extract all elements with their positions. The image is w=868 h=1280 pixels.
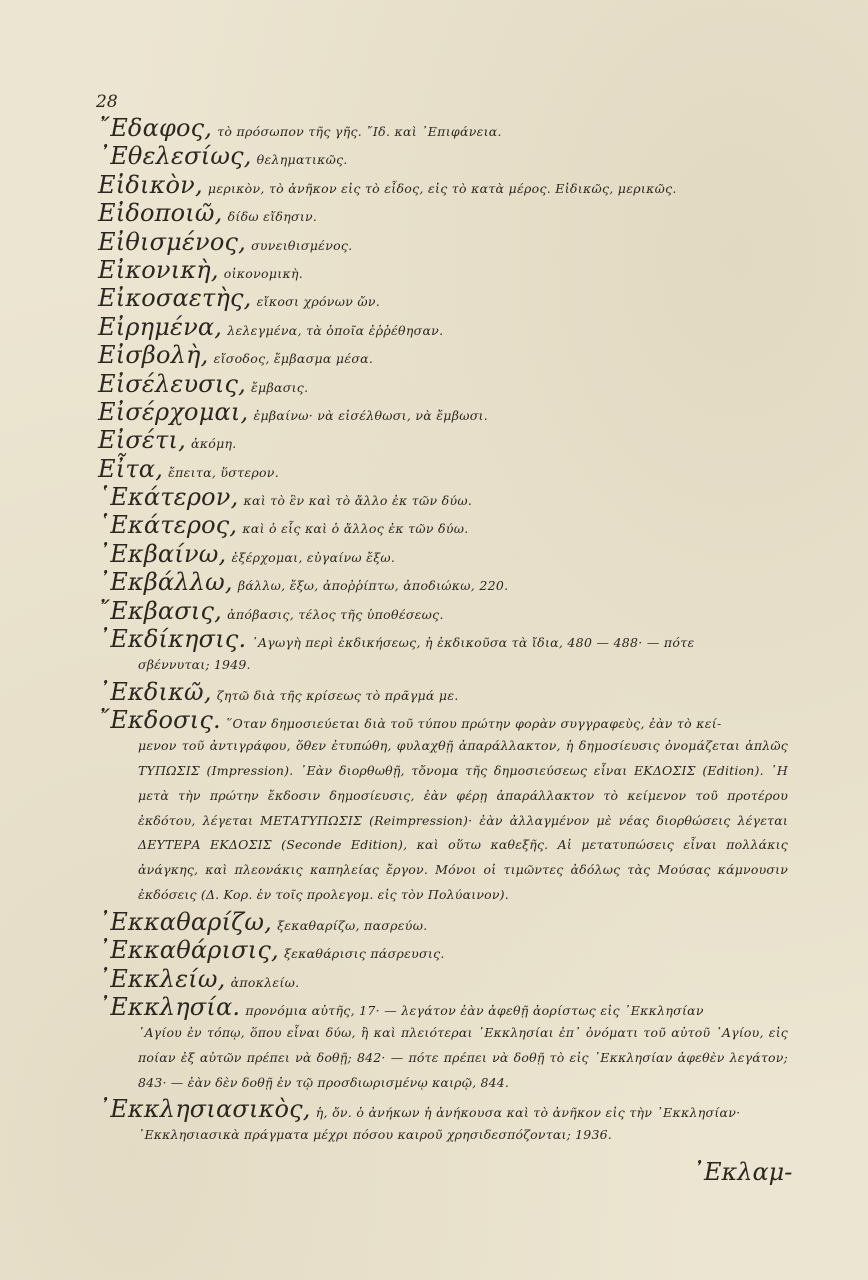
entry-first-line (98, 1095, 788, 1123)
entry-headword: Εἰδικὸν, (98, 170, 203, 199)
dictionary-entry (98, 908, 788, 936)
dictionary-entry (98, 511, 788, 539)
entry-headword: Εἶτα, (98, 454, 164, 483)
dictionary-entry (98, 993, 788, 1095)
entry-definition: ἀκόμη. (191, 436, 237, 452)
entry-headword: Εἰκονικὴ, (98, 255, 219, 284)
dictionary-entry (98, 678, 788, 706)
entry-definition: ῞Οταν δημοσιεύεται διὰ τοῦ τύπου πρώτην φορὰν συγγραφεὺς, ἐὰν τὸ κεί- (225, 716, 722, 732)
entry-continuation: ᾿Εκκλησιασικὰ πράγματα μέχρι πόσου καιροῦ χρησιδεσπόζονται; 1936. (138, 1127, 612, 1143)
entry-headword: ᾿Εθελεσίως, (98, 142, 252, 171)
entry-headword: ᾿Εκβάλλω, (98, 568, 233, 597)
entry-definition: ξεκαθάρισις πάσρευσις. (283, 946, 445, 962)
entry-headword: Εἰρημένα, (98, 312, 223, 341)
entry-headword: ῎Εδαφος, (98, 114, 213, 142)
entry-headword: ᾿Εκκλείω, (98, 964, 226, 993)
entry-headword: ῾Εκάτερον, (98, 483, 239, 512)
dictionary-entry (98, 597, 788, 625)
entry-headword: ᾿Εκβαίνω, (98, 539, 227, 568)
dictionary-entry (98, 568, 788, 596)
entry-headword: ᾿Εκδικῶ, (98, 677, 212, 706)
entry-headword: ῎Εκδοσις. (98, 706, 221, 735)
dictionary-entry (98, 706, 788, 908)
entry-definition: βάλλω, ἔξω, ἀποῤῥίπτω, ἀποδιώκω, 220. (237, 578, 509, 594)
dictionary-entry (98, 625, 788, 678)
entry-definition: ξεκαθαρίζω, πασρεύω. (277, 917, 428, 933)
entry-headword: ῎Εκβασις, (98, 596, 223, 625)
entry-headword: Εἰσέτι, (98, 426, 186, 455)
dictionary-entry (98, 426, 788, 454)
entry-definition: προνόμια αὐτῆς, 17· — λεγάτον ἐὰν ἀφεθῇ ἀορίστως εἰς ᾿Εκκλησίαν (245, 1002, 704, 1018)
dictionary-entry (98, 313, 788, 341)
entry-definition: ἀπόβασις, τέλος τῆς ὑποθέσεως. (227, 606, 444, 622)
entry-headword: Εἰθισμένος, (98, 227, 246, 256)
dictionary-entry (98, 965, 788, 993)
dictionary-entry (98, 199, 788, 227)
entry-headword: ᾿Εκκαθάρισις, (98, 936, 279, 965)
dictionary-entry (98, 114, 788, 142)
entry-definition: μερικὸν, τὸ ἀνῆκον εἰς τὸ εἶδος, εἰς τὸ κατὰ μέρος. Εἰδικῶς, μερικῶς. (207, 180, 677, 196)
page-number: 28 (96, 92, 118, 112)
entry-definition: οἰκονομικὴ. (223, 265, 304, 281)
entry-definition: θεληματικῶς. (256, 152, 348, 168)
dictionary-entry (98, 171, 788, 199)
entry-definition: εἴκοσι χρόνων ὤν. (256, 294, 381, 310)
entry-definition: ἔμβασις. (251, 379, 309, 395)
entry-headword: ῾Εκάτερος, (98, 511, 238, 540)
entry-definition: συνειθισμένος. (251, 237, 353, 253)
entry-definition: ἡ, ὄν. ὁ ἀνήκων ἡ ἀνήκουσα καὶ τὸ ἀνῆκον εἰς τὴν ᾿Εκκλησίαν· (315, 1105, 741, 1121)
entry-continuation: ῾Αγίου ἐν τόπῳ, ὅπου εἶναι δύω, ἢ καὶ πλειότεραι ᾿Εκκλησίαι ἐπ᾿ ὀνόματι τοῦ αὐτοῦ ῾Αγίου, εἰς ποίαν ἐξ αὐτῶν πρέπει νὰ δοθῇ; 842· — πότε πρέπει νὰ δοθῇ τὸ εἰς ᾿Εκκλησίαν ἀφεθὲν λεγάτον; 843· — ἐὰν δὲν δοθῇ ἐν τῷ προσδιωρισμένῳ καιρῷ, 844. (138, 1024, 788, 1090)
entry-definition: ἐξέρχομαι, εὐγαίνω ἔξω. (231, 549, 396, 565)
entry-definition: δίδω εἴδησιν. (227, 209, 318, 225)
dictionary-entry (98, 483, 788, 511)
entry-headword: ᾿Εκκλησία. (98, 992, 241, 1021)
entry-headword: Εἰσέρχομαι, (98, 397, 249, 426)
dictionary-entries (98, 114, 788, 1148)
entry-headword: ᾿Εκδίκησις. (98, 625, 247, 654)
entry-definition: καὶ τὸ ἓν καὶ τὸ ἄλλο ἐκ τῶν δύω. (243, 493, 473, 509)
entry-definition: τὸ πρόσωπον τῆς γῆς. ῎Ιδ. καὶ ᾿Επιφάνεια. (217, 124, 502, 139)
entry-continuation: μενον τοῦ ἀντιγράφου, ὅθεν ἐτυπώθη, φυλαχθῇ ἀπαράλλακτον, ἡ δημοσίευσις ὀνομάζεται ἁπλῶς ΤΥΠΩΣΙΣ (Impression). ᾿Εὰν διορθωθῇ, τὄνομα τῆς δημοσιεύσεως εἶναι ΕΚΔΟΣΙΣ (Edition). ῾Η μετὰ τὴν πρώτην ἔκδοσιν δημοσίευσις, ἐὰν φέρῃ ἀπαράλλακτον τὸ κείμενον τοῦ προτέρου ἐκδότου, λέγεται ΜΕΤΑΤΥΠΩΣΙΣ (Reimpression)· ἐὰν ἀλλαγμένον μὲ νέας διορθώσεις λέγεται ΔΕΥΤΕΡΑ ΕΚΔΟΣΙΣ (Seconde Edition), καὶ οὕτω καθεξῆς. Αἱ μετατυπώσεις εἶναι πολλάκις ἀνάγκης, καὶ πλεονάκις καπηλείας ἔργον. Μόνοι οἱ τιμῶντες ἀδόλως τὰς Μούσας κάμνουσιν ἐκδόσεις (Δ. Κορ. ἐν τοῖς προλεγομ. εἰς τὸν Πολύαινον). (138, 738, 788, 902)
entry-continuation: σβέννυται; 1949. (138, 657, 251, 673)
entry-definition: εἴσοδος, ἔμβασμα μέσα. (213, 351, 374, 367)
entry-headword: Εἰσβολὴ, (98, 341, 209, 370)
entry-definition: ἀποκλείω. (230, 974, 300, 990)
dictionary-entry (98, 936, 788, 964)
entry-definition: ἔπειτα, ὕστερον. (168, 464, 279, 480)
entry-headword: Εἰδοποιῶ, (98, 199, 223, 228)
dictionary-entry (98, 370, 788, 398)
dictionary-entry (98, 540, 788, 568)
entry-definition: ἐμβαίνω· νὰ εἰσέλθωσι, νὰ ἔμβωσι. (253, 407, 489, 423)
entry-definition: ᾿Αγωγὴ περὶ ἐκδικήσεως, ἡ ἐκδικοῦσα τὰ ἴδια, 480 — 488· — πότε (251, 635, 695, 651)
dictionary-entry (98, 398, 788, 426)
entry-definition: καὶ ὁ εἷς καὶ ὁ ἄλλος ἐκ τῶν δύω. (242, 521, 469, 537)
entry-headword: Εἰκοσαετὴς, (98, 284, 252, 313)
dictionary-entry (98, 284, 788, 312)
dictionary-entry (98, 1095, 788, 1148)
entry-definition: λελεγμένα, τὰ ὁποῖα ἐῤῥέθησαν. (227, 322, 444, 338)
dictionary-entry (98, 341, 788, 369)
entry-first-line (98, 706, 788, 734)
entry-headword: ᾿Εκκαθαρίζω, (98, 907, 272, 936)
dictionary-entry (98, 455, 788, 483)
dictionary-entry (98, 256, 788, 284)
entry-headword: Εἰσέλευσις, (98, 369, 246, 398)
entry-definition: ζητῶ διὰ τῆς κρίσεως τὸ πρᾶγμά με. (216, 687, 459, 703)
dictionary-entry (98, 228, 788, 256)
dictionary-entry (98, 142, 788, 170)
entry-headword: ᾿Εκκλησιασικὸς, (98, 1095, 311, 1124)
entry-first-line (98, 993, 788, 1021)
entry-first-line (98, 625, 788, 653)
catchword: ᾿Εκλαμ- (692, 1158, 793, 1186)
